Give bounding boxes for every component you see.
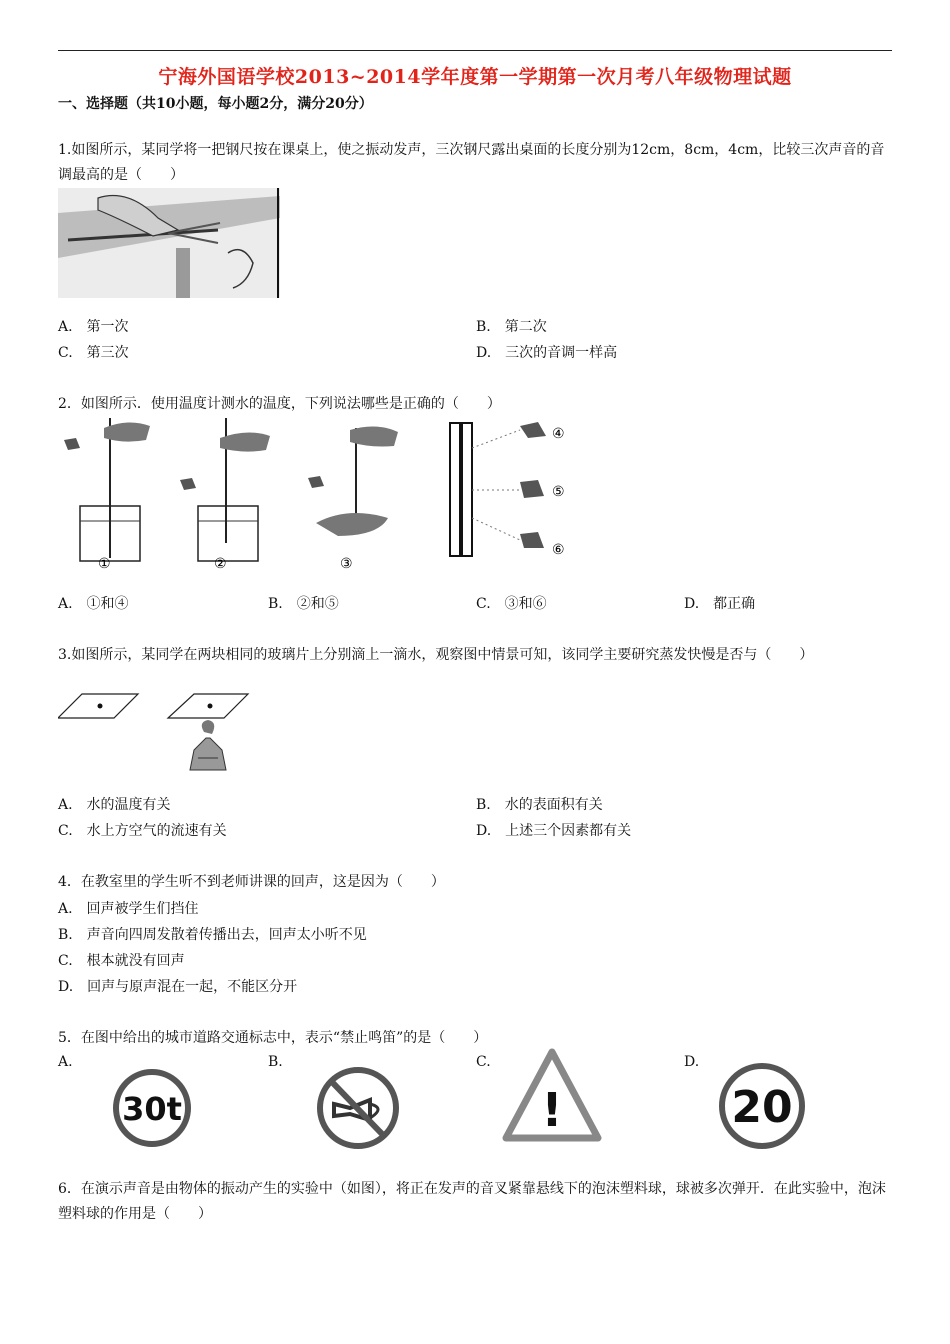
q1-option-a[interactable]: A. 第一次: [58, 319, 129, 335]
q5-option-b[interactable]: B.: [268, 1054, 283, 1070]
q2-option-c[interactable]: C. ③和⑥: [476, 596, 547, 612]
section-heading: 一、选择题（共10小题，每小题2分，满分20分）: [58, 96, 373, 112]
glass-plates-figure: [58, 692, 258, 782]
fig-label-5: ⑤: [552, 484, 565, 500]
q2-option-d[interactable]: D. 都正确: [684, 596, 756, 612]
thermometer-fig-1: [64, 418, 150, 572]
q3-option-c[interactable]: C. 水上方空气的流速有关: [58, 823, 227, 839]
q3-option-a[interactable]: A. 水的温度有关: [58, 797, 171, 813]
question-3-text: 3.如图所示，某同学在两块相同的玻璃片上分别滴上一滴水，观察图中情景可知，该同学主要研究蒸发快慢是否与（ ）: [58, 647, 814, 663]
sign-30t-weight-limit[interactable]: [90, 1066, 220, 1150]
q3-option-b[interactable]: B. 水的表面积有关: [476, 797, 603, 813]
q4-option-b[interactable]: B. 声音向四周发散着传播出去，回声太小听不见: [58, 927, 367, 943]
q1-option-b[interactable]: B. 第二次: [476, 319, 547, 335]
sign-a-label: 30t: [122, 1090, 182, 1128]
sign-speed-limit-20[interactable]: [706, 1060, 816, 1152]
q4-option-d[interactable]: D. 回声与原声混在一起，不能区分开: [58, 979, 298, 995]
q5-option-d[interactable]: D.: [684, 1054, 700, 1070]
fig-label-1: ①: [98, 556, 111, 572]
thermometer-fig-2: [180, 418, 270, 572]
q2-option-a[interactable]: A. ①和④: [58, 596, 129, 612]
thermometer-figures: [58, 418, 588, 578]
sign-c-label: !: [541, 1083, 563, 1137]
question-5-text: 5．在图中给出的城市道路交通标志中，表示“禁止鸣笛”的是（ ）: [58, 1030, 488, 1046]
question-1-text: 1.如图所示，某同学将一把钢尺按在课桌上，使之振动发声，三次钢尺露出桌面的长度分别为12cm，8cm，4cm，比较三次声音的音调最高的是（ ）: [58, 142, 885, 183]
question-4-text: 4．在教室里的学生听不到老师讲课的回声，这是因为（ ）: [58, 874, 445, 890]
q1-option-d[interactable]: D. 三次的音调一样高: [476, 345, 618, 361]
q2-option-b[interactable]: B. ②和⑤: [268, 596, 339, 612]
sign-warning-triangle[interactable]: [502, 1046, 602, 1146]
sign-no-honking[interactable]: [294, 1064, 424, 1152]
q4-option-c[interactable]: C. 根本就没有回声: [58, 953, 185, 969]
fig-label-4: ④: [552, 426, 565, 442]
fig-label-3: ③: [340, 556, 353, 572]
top-rule: [58, 50, 892, 51]
question-6-text: 6．在演示声音是由物体的振动产生的实验中（如图），将正在发声的音叉紧靠悬线下的泡沫塑料球，球被多次弹开．在此实验中，泡沫塑料球的作用是（ ）: [58, 1181, 886, 1222]
thermometer-fig-3: [308, 426, 398, 572]
fig-label-2: ②: [214, 556, 227, 572]
q3-option-d[interactable]: D. 上述三个因素都有关: [476, 823, 632, 839]
ruler-on-desk-figure: [58, 188, 280, 298]
exam-title: 宁海外国语学校2013~2014学年度第一学期第一次月考八年级物理试题: [158, 66, 792, 88]
sign-d-label: 20: [731, 1082, 793, 1133]
fig-label-6: ⑥: [552, 542, 565, 558]
q1-option-c[interactable]: C. 第三次: [58, 345, 129, 361]
q5-option-c[interactable]: C.: [476, 1054, 491, 1070]
q5-option-a[interactable]: A.: [58, 1054, 73, 1070]
q4-option-a[interactable]: A. 回声被学生们挡住: [58, 901, 199, 917]
question-2-text: 2．如图所示．使用温度计测水的温度，下列说法哪些是正确的（ ）: [58, 396, 501, 412]
thermometer-scale-fig: [450, 422, 565, 558]
